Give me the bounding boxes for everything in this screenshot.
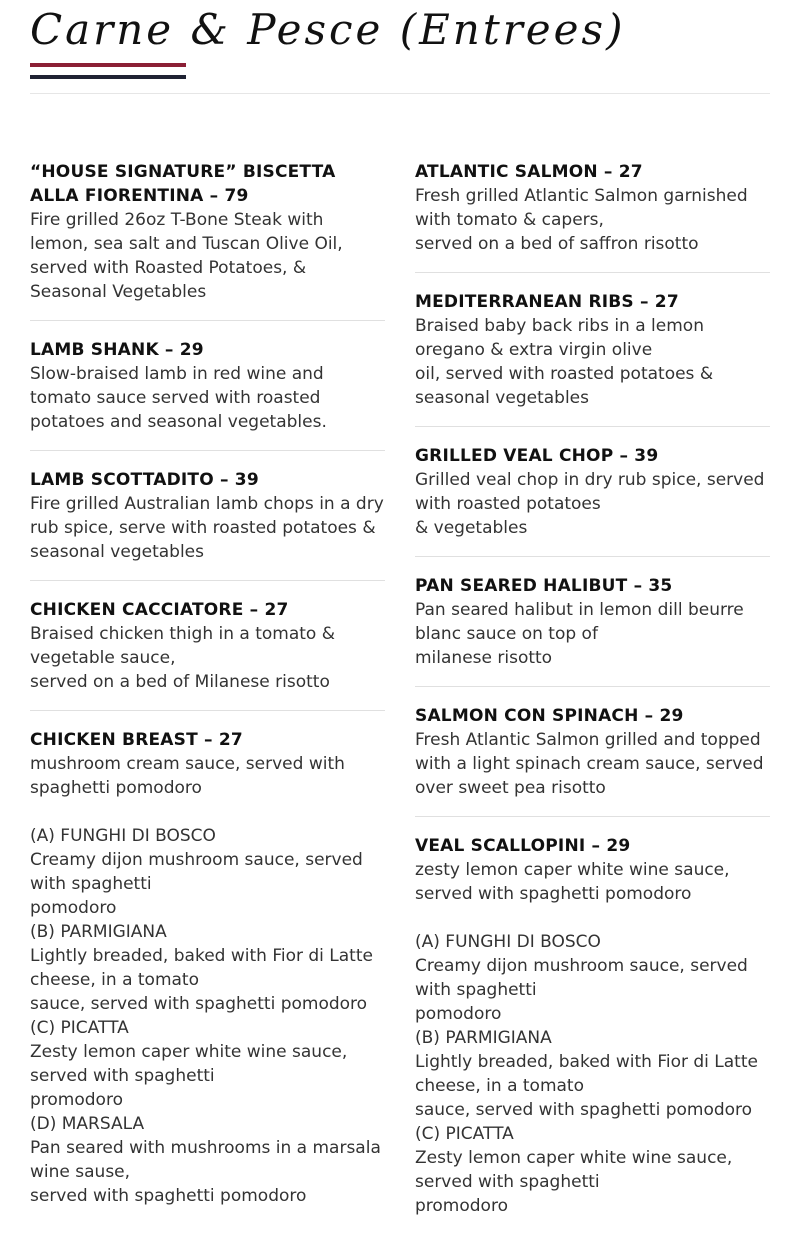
underline-stripe-red [30,63,186,67]
menu-item-name: LAMB SCOTTADITO – 39 [30,470,259,490]
menu-item-name: ATLANTIC SALMON – 27 [415,162,643,182]
menu-item-name: LAMB SHANK – 29 [30,340,204,360]
header-divider [30,93,770,94]
menu-item [415,160,770,273]
menu-item [415,444,770,557]
title-underline [30,63,186,81]
menu-item-description: Slow-braised lamb in red wine and tomato sauce served with roasted potatoes and seasonal vegetables. [30,364,327,432]
menu-item-description: Fresh Atlantic Salmon grilled and topped with a light spinach cream sauce, served over sweet pea risotto [415,730,764,798]
menu-item-description: zesty lemon caper white wine sauce, served with spaghetti pomodoro (A) FUNGHI DI BOSCO Creamy dijon mushroom sauce, served with spaghetti pomodoro (B) PARMIGIANA Lightly breaded, baked with Fior di Latte cheese, in a tomato sauce, served with spaghetti pomodoro (C) PICATTA Zesty lemon caper white wine sauce, served with spaghetti promodoro [415,860,758,1216]
menu-item-name: CHICKEN CACCIATORE – 27 [30,600,289,620]
menu-column-right [415,160,770,1251]
menu-item-name: MEDITERRANEAN RIBS – 27 [415,292,679,312]
menu-item [30,598,385,711]
menu-item-description: Grilled veal chop in dry rub spice, served with roasted potatoes & vegetables [415,470,765,538]
underline-stripe-white [30,69,186,73]
menu-item-description: Fire grilled 26oz T-Bone Steak with lemon, sea salt and Tuscan Olive Oil, served with Roasted Potatoes, & Seasonal Vegetables [30,210,343,302]
menu-item [30,160,385,321]
menu-item-description: Braised baby back ribs in a lemon oregano & extra virgin olive oil, served with roasted potatoes & seasonal vegetables [415,316,714,408]
menu-item-name: GRILLED VEAL CHOP – 39 [415,446,659,466]
menu-item [415,290,770,427]
menu-item-name: VEAL SCALLOPINI – 29 [415,836,631,856]
menu-item-name: SALMON CON SPINACH – 29 [415,706,684,726]
menu-item-description: Pan seared halibut in lemon dill beurre blanc sauce on top of milanese risotto [415,600,744,668]
page-title: Carne & Pesce (Entrees) [30,5,626,54]
underline-stripe-navy [30,75,186,79]
menu-item-description: Fire grilled Australian lamb chops in a dry rub spice, serve with roasted potatoes & seasonal vegetables [30,494,384,562]
menu-item [415,704,770,817]
menu-item [30,468,385,581]
menu-item [30,728,385,1224]
menu-item [415,574,770,687]
menu-item-description: Fresh grilled Atlantic Salmon garnished with tomato & capers, served on a bed of saffron risotto [415,186,748,254]
menu-item-name: “HOUSE SIGNATURE” BISCETTA ALLA FIORENTINA – 79 [30,162,336,206]
menu-item [30,338,385,451]
menu-item-description: mushroom cream sauce, served with spaghetti pomodoro (A) FUNGHI DI BOSCO Creamy dijon mushroom sauce, served with spaghetti pomodoro (B) PARMIGIANA Lightly breaded, baked with Fior di Latte cheese, in a tomato sauce, served with spaghetti pomodoro (C) PICATTA Zesty lemon caper white wine sauce, served with spaghetti promodoro (D) MARSALA Pan seared with mushrooms in a marsala wine sause, served with spaghetti pomodoro [30,754,381,1206]
menu-item [415,834,770,1234]
menu-column-left [30,160,385,1241]
menu-item-description: Braised chicken thigh in a tomato & vegetable sauce, served on a bed of Milanese risotto [30,624,335,692]
menu-item-name: PAN SEARED HALIBUT – 35 [415,576,673,596]
menu-item-name: CHICKEN BREAST – 27 [30,730,243,750]
